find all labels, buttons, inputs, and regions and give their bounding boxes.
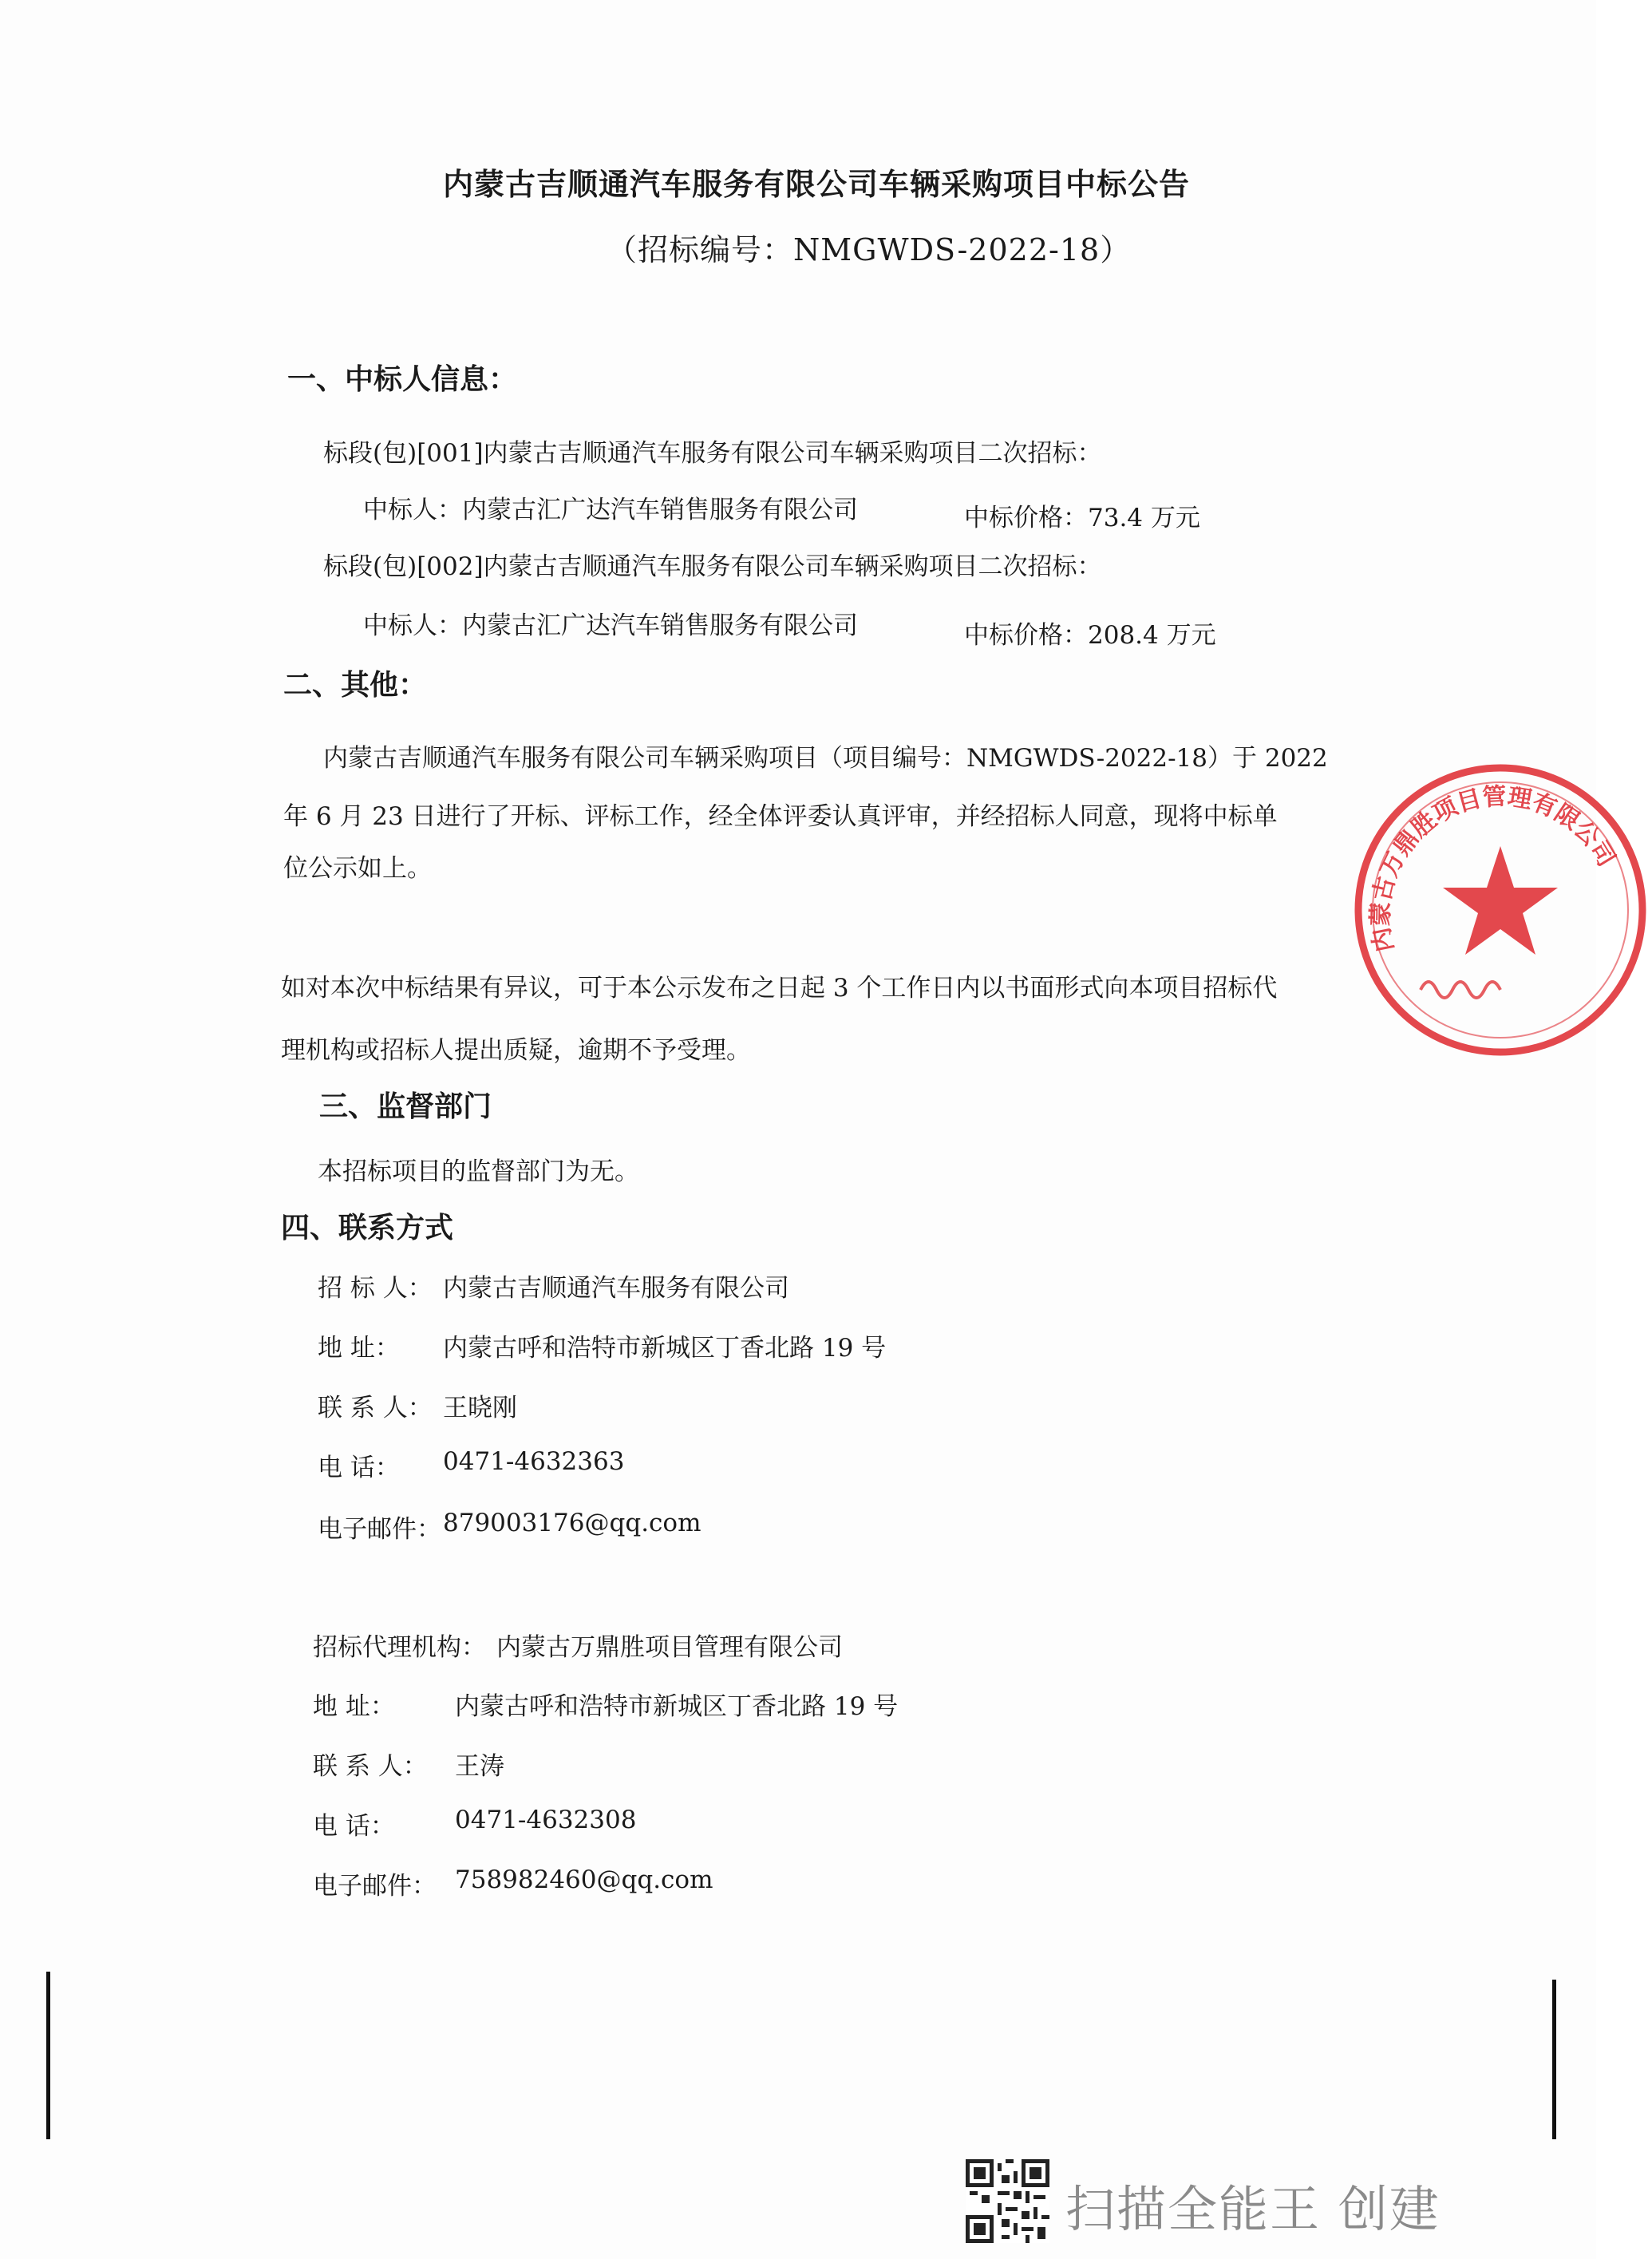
- lot1-name: 标段(包)[001]内蒙古吉顺通汽车服务有限公司车辆采购项目二次招标：: [323, 439, 1102, 468]
- agency-phone-label: 电 话：: [313, 1812, 395, 1841]
- tenderer-address-label: 地 址：: [318, 1334, 400, 1363]
- lot2-price: 中标价格：208.4 万元: [964, 621, 1216, 650]
- tenderer-phone-label: 电 话：: [318, 1454, 400, 1482]
- section2-para2-line2: 理机构或招标人提出质疑，逾期不予受理。: [281, 1036, 751, 1065]
- agency-label: 招标代理机构：: [313, 1633, 486, 1662]
- footer-brand: 扫描全能王 创建: [1065, 2180, 1441, 2238]
- agency-contact-value: 王涛: [455, 1752, 504, 1781]
- section2-para1-line1: 内蒙古吉顺通汽车服务有限公司车辆采购项目（项目编号：NMGWDS-2022-18）于 2022: [323, 744, 1328, 773]
- lot1-price: 中标价格：73.4 万元: [964, 504, 1200, 532]
- section1-heading: 一、中标人信息：: [287, 363, 518, 396]
- lot2-name: 标段(包)[002]内蒙古吉顺通汽车服务有限公司车辆采购项目二次招标：: [323, 552, 1102, 581]
- agency-email-value: 758982460@qq.com: [455, 1865, 713, 1894]
- lot2-winner: 中标人：内蒙古汇广达汽车销售服务有限公司: [363, 611, 858, 640]
- qr-code-icon: [966, 2159, 1049, 2243]
- agency-address-label: 地 址：: [313, 1692, 395, 1721]
- section4-heading: 四、联系方式: [281, 1212, 454, 1244]
- tenderer-email-value: 879003176@qq.com: [443, 1509, 702, 1537]
- lot1-winner: 中标人：内蒙古汇广达汽车销售服务有限公司: [363, 496, 858, 524]
- section3-heading: 三、监督部门: [319, 1090, 492, 1123]
- tenderer-phone-value: 0471-4632363: [443, 1447, 625, 1476]
- agency-address-value: 内蒙古呼和浩特市新城区丁香北路 19 号: [455, 1692, 899, 1721]
- section2-para1-line3: 位公示如上。: [283, 854, 432, 883]
- scan-edge-right: [1552, 1980, 1556, 2139]
- agency-contact-label: 联 系 人：: [313, 1752, 428, 1781]
- document-subtitle: （招标编号：NMGWDS-2022-18）: [607, 232, 1132, 267]
- scan-edge-left: [46, 1972, 50, 2139]
- tenderer-email-label: 电子邮件：: [318, 1515, 441, 1544]
- seal-graphic: [1349, 758, 1652, 1062]
- tenderer-label: 招 标 人：: [318, 1274, 433, 1303]
- document-title: 内蒙古吉顺通汽车服务有限公司车辆采购项目中标公告: [443, 166, 1191, 202]
- tenderer-contact-value: 王晓刚: [443, 1394, 517, 1422]
- star-icon: [1443, 846, 1558, 955]
- svg-text:内蒙古万鼎胜项目管理有限公司: 内蒙古万鼎胜项目管理有限公司: [1366, 782, 1621, 955]
- company-seal: [1349, 758, 1621, 1062]
- agency-phone-value: 0471-4632308: [455, 1806, 637, 1834]
- tenderer-contact-label: 联 系 人：: [318, 1394, 433, 1422]
- tenderer-address-value: 内蒙古呼和浩特市新城区丁香北路 19 号: [443, 1334, 887, 1363]
- section2-para1-line2: 年 6 月 23 日进行了开标、评标工作，经全体评委认真评审，并经招标人同意，现将中标单: [283, 802, 1278, 831]
- section3-text: 本招标项目的监督部门为无。: [318, 1157, 639, 1186]
- agency-value: 内蒙古万鼎胜项目管理有限公司: [496, 1633, 843, 1662]
- section2-para2-line1: 如对本次中标结果有异议，可于本公示发布之日起 3 个工作日内以书面形式向本项目招标代: [281, 974, 1278, 1003]
- tenderer-value: 内蒙古吉顺通汽车服务有限公司: [443, 1274, 789, 1303]
- section2-heading: 二、其他：: [283, 669, 428, 702]
- agency-email-label: 电子邮件：: [313, 1872, 437, 1901]
